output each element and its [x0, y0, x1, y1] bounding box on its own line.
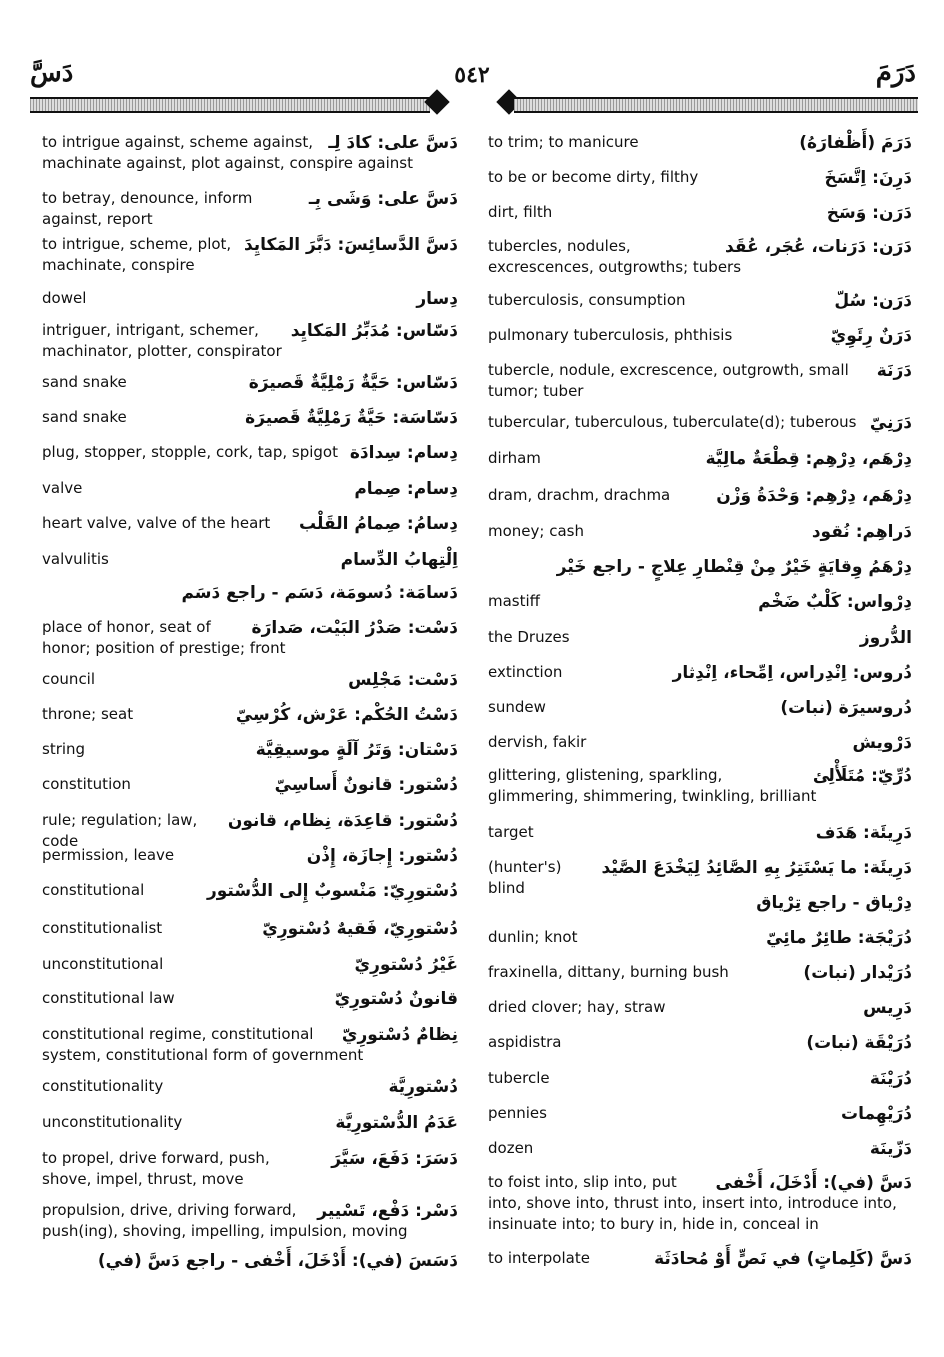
dictionary-entry: [488, 236, 912, 278]
entry-arabic: دَرِيئَة: هَدَف: [812, 822, 912, 844]
entry-arabic: دَسّاس: مُدَبِّرُ المَكايِد: [287, 320, 458, 342]
dictionary-entry: [488, 1138, 912, 1159]
dictionary-entry: [488, 765, 912, 807]
entry-english: target: [488, 822, 912, 843]
dictionary-entry: [488, 662, 912, 683]
dictionary-entry: [42, 704, 458, 725]
dictionary-entry: [488, 627, 912, 648]
entry-arabic: دَرْويش: [849, 732, 913, 754]
page-number: ٥٤٢: [454, 62, 490, 88]
dictionary-entry: [42, 1076, 458, 1097]
entry-arabic: دَسّاس: حَيَّةٌ رَمْلِيَّةٌ قَصيرَة: [245, 372, 458, 394]
entry-arabic: دَرَنَة: [873, 360, 912, 382]
dictionary-entry: [42, 320, 458, 362]
entry-english: constitutional: [42, 880, 458, 901]
entry-arabic: دَرِيس: [859, 997, 912, 1019]
dictionary-entry: [42, 774, 458, 795]
entry-arabic: دَرَن: دَرَنات، عُجَر، عُقَد: [721, 236, 912, 258]
entry-english: dram, drachm, drachma: [488, 485, 912, 506]
entry-english: permission, leave: [42, 845, 458, 866]
dictionary-entry: [488, 202, 912, 223]
entry-english: tubercles, nodules, excrescences, outgrowths; tubers: [488, 236, 912, 278]
entry-arabic: قانونٌ دُسْتورِيّ: [331, 988, 458, 1010]
entry-arabic: دُرَيْقَة (نبات): [802, 1032, 912, 1054]
entry-arabic: دِرْياق - راجع تِرْياق: [756, 893, 912, 913]
entry-arabic: دَسَسَ (في): أَدْخَلَ، أَخْفى - راجع دَسَّ (في): [97, 1251, 458, 1271]
entry-english: to foist into, slip into, put into, shove into, thrust into, insert into, introduce into, insinuate into; to bury in, hide in, conceal in: [488, 1172, 912, 1235]
entry-arabic: دِرْهَم، دِرْهِم: قِطْعَةٌ مالِيَّة: [702, 448, 912, 470]
dictionary-entry: [488, 1068, 912, 1089]
dictionary-entry: [42, 188, 458, 230]
entry-english: dried clover; hay, straw: [488, 997, 912, 1018]
entry-english: extinction: [488, 662, 912, 683]
entry-arabic: دُرَيْدار (نبات): [799, 962, 912, 984]
entry-english: council: [42, 669, 458, 690]
dictionary-entry: [42, 407, 458, 428]
dictionary-entry: [42, 880, 458, 901]
entry-arabic: دَرَمَ (أَظْفارَهُ): [795, 132, 912, 154]
entry-english: fraxinella, dittany, burning bush: [488, 962, 912, 983]
entry-arabic: دُسْتور: قانونٌ أَساسِيّ: [271, 774, 458, 796]
entry-english: money; cash: [488, 521, 912, 542]
entry-arabic: دَسَّ (كَلِماتٍ) في نَصٍّ أَوْ مُحادَثَة: [650, 1248, 912, 1270]
entry-english: valvulitis: [42, 549, 458, 570]
dictionary-entry: [42, 1024, 458, 1066]
entry-arabic: دِرْهَمُ وِقايَةٍ خَيْرٌ مِنْ قِنْطارِ عِلاجٍ - راجع خَيْر: [556, 557, 912, 577]
entry-english: to propel, drive forward, push, shove, impel, thrust, move: [42, 1148, 458, 1190]
dictionary-entry: [488, 132, 912, 153]
dictionary-entry: [42, 954, 458, 975]
entry-english: sand snake: [42, 407, 458, 428]
entry-english: dozen: [488, 1138, 912, 1159]
entry-english: to be or become dirty, filthy: [488, 167, 912, 188]
dictionary-entry: [488, 448, 912, 469]
entry-arabic: دِرْواس: كَلْبٌ ضَخْم: [754, 591, 912, 613]
dictionary-entry: [488, 360, 912, 402]
entry-english: constitutionalist: [42, 918, 458, 939]
entry-arabic: دُرَيْجَة: طائِرٌ مائِيّ: [762, 927, 912, 949]
entry-arabic: دِسار: [412, 288, 458, 310]
entry-arabic: الدُّروز: [856, 627, 912, 649]
entry-arabic: دُروس: اِنْدِراس، اِمِّحاء، اِنْدِثار: [669, 662, 912, 684]
dictionary-entry: [488, 591, 912, 612]
header-rule-left: [30, 97, 430, 113]
entry-english: pennies: [488, 1103, 912, 1124]
entry-english: constitution: [42, 774, 458, 795]
dictionary-entry: [488, 1032, 912, 1053]
entry-arabic: اِلْتِهابُ الدِّسام: [337, 549, 458, 571]
entry-english: (hunter's) blind: [488, 857, 912, 899]
entry-arabic: دُسْتورِيّ، فَقيهٌ دُسْتورِيّ: [258, 918, 458, 940]
dictionary-entry: [42, 442, 458, 463]
entry-english: sundew: [488, 697, 912, 718]
dictionary-entry: [488, 997, 912, 1018]
dictionary-entry: [488, 732, 912, 753]
entry-english: to interpolate: [488, 1248, 912, 1269]
entry-english: constitutionality: [42, 1076, 458, 1097]
dictionary-entry: [42, 918, 458, 939]
entry-arabic: دَسْتان: وَتَرُ آلَةٍ موسيقِيَّة: [252, 739, 458, 761]
entry-english: to intrigue against, scheme against, machinate against, plot against, conspire against: [42, 132, 458, 174]
entry-arabic: دَسَّ على: وَشَى بِـ: [305, 188, 458, 210]
entry-arabic: دُسْتور: قاعِدَة، نِظام، قانون: [224, 810, 458, 832]
dictionary-entry: [42, 234, 458, 276]
entry-english: unconstitutional: [42, 954, 458, 975]
entry-english: unconstitutionality: [42, 1112, 458, 1133]
entry-arabic: دَرِيئَة: ما يَسْتَتِرُ بِهِ الصَّائِدُ لِيَخْدَعَ الصَّيْد: [598, 857, 912, 879]
entry-english: valve: [42, 478, 458, 499]
entry-english: propulsion, drive, driving forward, push(ing), shoving, impelling, impulsion, moving: [42, 1200, 458, 1242]
entry-english: rule; regulation; law, code: [42, 810, 458, 852]
entry-arabic: غَيْرُ دُسْتورِيّ: [351, 954, 458, 976]
dictionary-entry: [42, 1148, 458, 1190]
entry-english: pulmonary tuberculosis, phthisis: [488, 325, 912, 346]
dictionary-entry: [42, 1112, 458, 1133]
entry-english: tuberculosis, consumption: [488, 290, 912, 311]
dictionary-entry: [42, 513, 458, 534]
entry-arabic: دُرِّيّ: مُتَلَأْلِئ: [809, 765, 912, 787]
entry-arabic: دَسْر: دَفْع، تَسْيير: [313, 1200, 458, 1222]
entry-english: place of honor, seat of honor; position of prestige; front: [42, 617, 458, 659]
dictionary-entry: [42, 132, 458, 174]
entry-arabic: دَسْت: صَدْرُ البَيْت، صَدارَة: [248, 617, 458, 639]
dictionary-entry: [488, 325, 912, 346]
entry-english: dirham: [488, 448, 912, 469]
dictionary-entry: [488, 1103, 912, 1124]
entry-english: throne; seat: [42, 704, 458, 725]
entry-english: heart valve, valve of the heart: [42, 513, 458, 534]
dictionary-entry: [42, 372, 458, 393]
entry-english: tubercle: [488, 1068, 912, 1089]
entry-arabic: دَراهِم: نُقود: [808, 521, 912, 543]
entry-arabic: دُسْتورِيّ: مَنْسوبٌ إِلى الدُّسْتور: [203, 880, 458, 902]
dictionary-entry: [42, 288, 458, 309]
entry-arabic: دِسام: سِدادَة: [346, 442, 458, 464]
entry-english: plug, stopper, stopple, cork, tap, spigot: [42, 442, 458, 463]
entry-arabic: نِظامٌ دُسْتورِيّ: [338, 1024, 458, 1046]
entry-english: string: [42, 739, 458, 760]
entry-english: mastiff: [488, 591, 912, 612]
entry-arabic: دَسْتُ الحُكْم: عَرْش، كُرْسِيّ: [232, 704, 458, 726]
entry-english: aspidistra: [488, 1032, 912, 1053]
entry-arabic: دَرَنٌ رِئَوِيّ: [827, 325, 912, 347]
entry-arabic: دَرِنَ: اِتَّسَخَ: [821, 167, 913, 189]
dictionary-entry: [488, 892, 912, 914]
dictionary-entry: [488, 556, 912, 578]
dictionary-entry: [42, 478, 458, 499]
entry-arabic: دَسَّ على: كادَ لِـ: [324, 132, 458, 154]
dictionary-entry: [488, 1248, 912, 1269]
entry-english: the Druzes: [488, 627, 912, 648]
entry-english: dirt, filth: [488, 202, 912, 223]
dictionary-entry: [42, 988, 458, 1009]
dictionary-entry: [488, 962, 912, 983]
entry-english: dunlin; knot: [488, 927, 912, 948]
dictionary-entry: [42, 582, 458, 604]
dictionary-entry: [42, 739, 458, 760]
entry-english: glittering, glistening, sparkling, glimmering, shimmering, twinkling, brilliant: [488, 765, 912, 807]
entry-arabic: دُرَيْنَة: [866, 1068, 912, 1090]
entry-arabic: دِسامُ: صِمامُ القَلْب: [295, 513, 458, 535]
running-head-left: دَسَّ: [30, 58, 74, 88]
entry-english: dervish, fakir: [488, 732, 912, 753]
entry-english: to betray, denounce, inform against, report: [42, 188, 458, 230]
dictionary-entry: [488, 485, 912, 506]
entry-arabic: دِسام: صِمام: [350, 478, 458, 500]
entry-arabic: دَزّينَة: [866, 1138, 912, 1160]
entry-arabic: دَسّاسَة: حَيَّةٌ رَمْلِيَّةٌ قَصيرَة: [241, 407, 458, 429]
entry-english: sand snake: [42, 372, 458, 393]
dictionary-entry: [42, 1200, 458, 1242]
entry-arabic: دَسَرَ: دَفَعَ، سَيَّرَ: [327, 1148, 458, 1170]
entry-arabic: دُرَيْهِمات: [837, 1103, 912, 1125]
dictionary-entry: [488, 412, 912, 433]
entry-arabic: دَرَن: وَسَخ: [823, 202, 912, 224]
entry-arabic: عَدَمُ الدُّسْتورِيَّة: [331, 1112, 458, 1134]
entry-arabic: دَرَنِيّ: [866, 412, 912, 434]
entry-english: tubercular, tuberculous, tuberculate(d); tuberous: [488, 412, 912, 433]
entry-arabic: دُسْتورِيَّة: [384, 1076, 458, 1098]
dictionary-entry: [488, 521, 912, 542]
entry-arabic: دَسَّ الدَّسائِسَ: دَبَّرَ المَكايِدَ: [240, 234, 458, 256]
dictionary-entry: [488, 1172, 912, 1235]
entry-english: dowel: [42, 288, 458, 309]
entry-arabic: دَسَّ (في): أَدْخَلَ، أَخْفى: [711, 1172, 912, 1194]
entry-arabic: دَسْت: مَجْلِس: [344, 669, 458, 691]
dictionary-entry: [42, 669, 458, 690]
dictionary-entry: [42, 549, 458, 570]
entry-arabic: دُسْتور: إِجازَة، إِذْن: [303, 845, 458, 867]
entry-english: tubercle, nodule, excrescence, outgrowth, small tumor; tuber: [488, 360, 912, 402]
entry-english: constitutional law: [42, 988, 458, 1009]
entry-arabic: دُروسيرَة (نبات): [776, 697, 912, 719]
dictionary-entry: [42, 1250, 458, 1272]
dictionary-entry: [488, 290, 912, 311]
entry-arabic: دَسامَة: دُسومَة، دَسَم - راجع دَسَم: [181, 583, 458, 603]
header-rule-right: [514, 97, 918, 113]
dictionary-entry: [488, 697, 912, 718]
running-head-right: دَرَمَ: [875, 58, 916, 88]
dictionary-entry: [42, 845, 458, 866]
dictionary-entry: [488, 927, 912, 948]
entry-english: to trim; to manicure: [488, 132, 912, 153]
entry-arabic: دَرَن: سُلّ: [830, 290, 912, 312]
entry-english: to intrigue, scheme, plot, machinate, conspire: [42, 234, 458, 276]
dictionary-entry: [488, 167, 912, 188]
entry-english: constitutional regime, constitutional system, constitutional form of government: [42, 1024, 458, 1066]
dictionary-entry: [42, 617, 458, 659]
dictionary-entry: [488, 822, 912, 843]
entry-english: intriguer, intrigant, schemer, machinator, plotter, conspirator: [42, 320, 458, 362]
entry-arabic: دِرْهَم، دِرْهِم: وَحْدَةُ وَزْن: [712, 485, 912, 507]
